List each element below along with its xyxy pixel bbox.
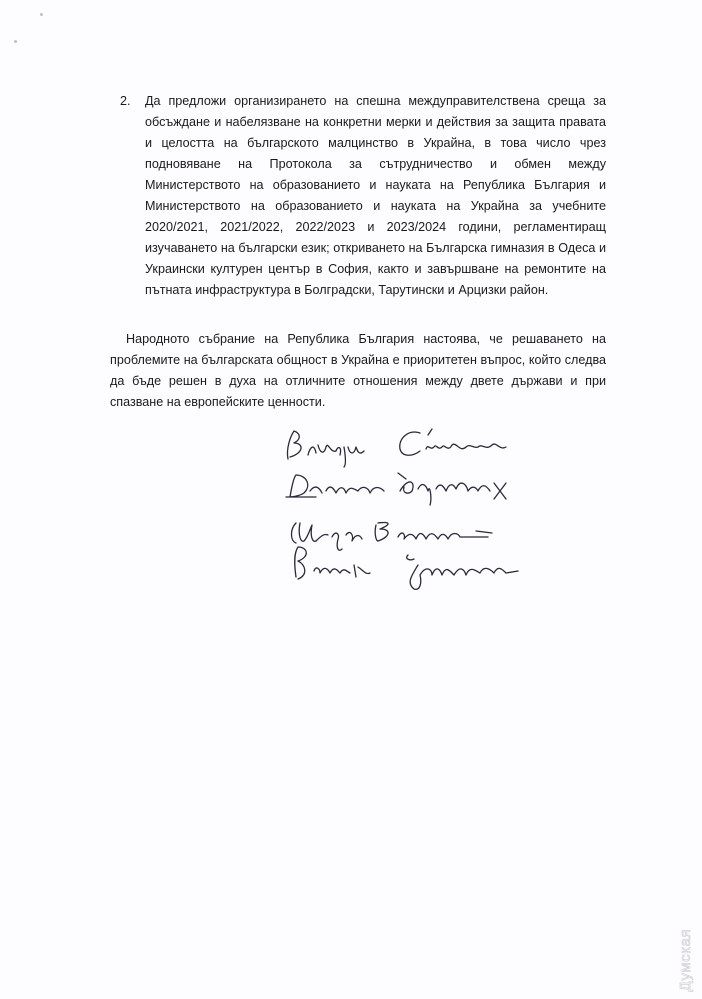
scan-speck xyxy=(14,40,17,43)
signature-name xyxy=(280,595,281,596)
watermark: Думская xyxy=(677,928,694,991)
closing-paragraph: Народното събрание на Република България настоява, че решаването на проблемите на българската общност в Украйна е приоритетен въпрос, който следва да бъде решен в духа на отличните отношения между двете държави и при спазване на европейските ценности. xyxy=(110,332,606,409)
numbered-list-item xyxy=(120,91,606,301)
signature-1 xyxy=(287,429,506,467)
signature-4 xyxy=(295,547,518,589)
signature-name xyxy=(280,595,281,596)
signature-name xyxy=(280,595,281,596)
signature-3 xyxy=(292,522,493,550)
signatures-block xyxy=(280,425,610,595)
scan-speck xyxy=(40,13,43,16)
handwritten-signatures xyxy=(280,425,610,595)
signature-2 xyxy=(286,473,506,505)
signature-name xyxy=(280,595,281,596)
list-number: 2. xyxy=(120,94,131,108)
list-item-text: Да предложи организирането на спешна междуправителствена среща за обсъждане и набелязване на конкретни мерки и действия за защита правата и целостта на българското малцинство в Украйна, в това число чрез подновяване на Протокола за сътрудничество и обмен между Министерството на образованието и науката на Република България и Министерството на образованието и науката на Украйна за учебните 2020/2021, 2021/2022, 2022/2023 и 2023/2024 години, регламентиращ изучаването на български език; откриването на Българска гимназия в Одеса и Украински културен център в София, както и завършване на ремонтите на пътната инфраструктура в Болградски, Тарутински и Арцизки район. xyxy=(145,94,606,297)
